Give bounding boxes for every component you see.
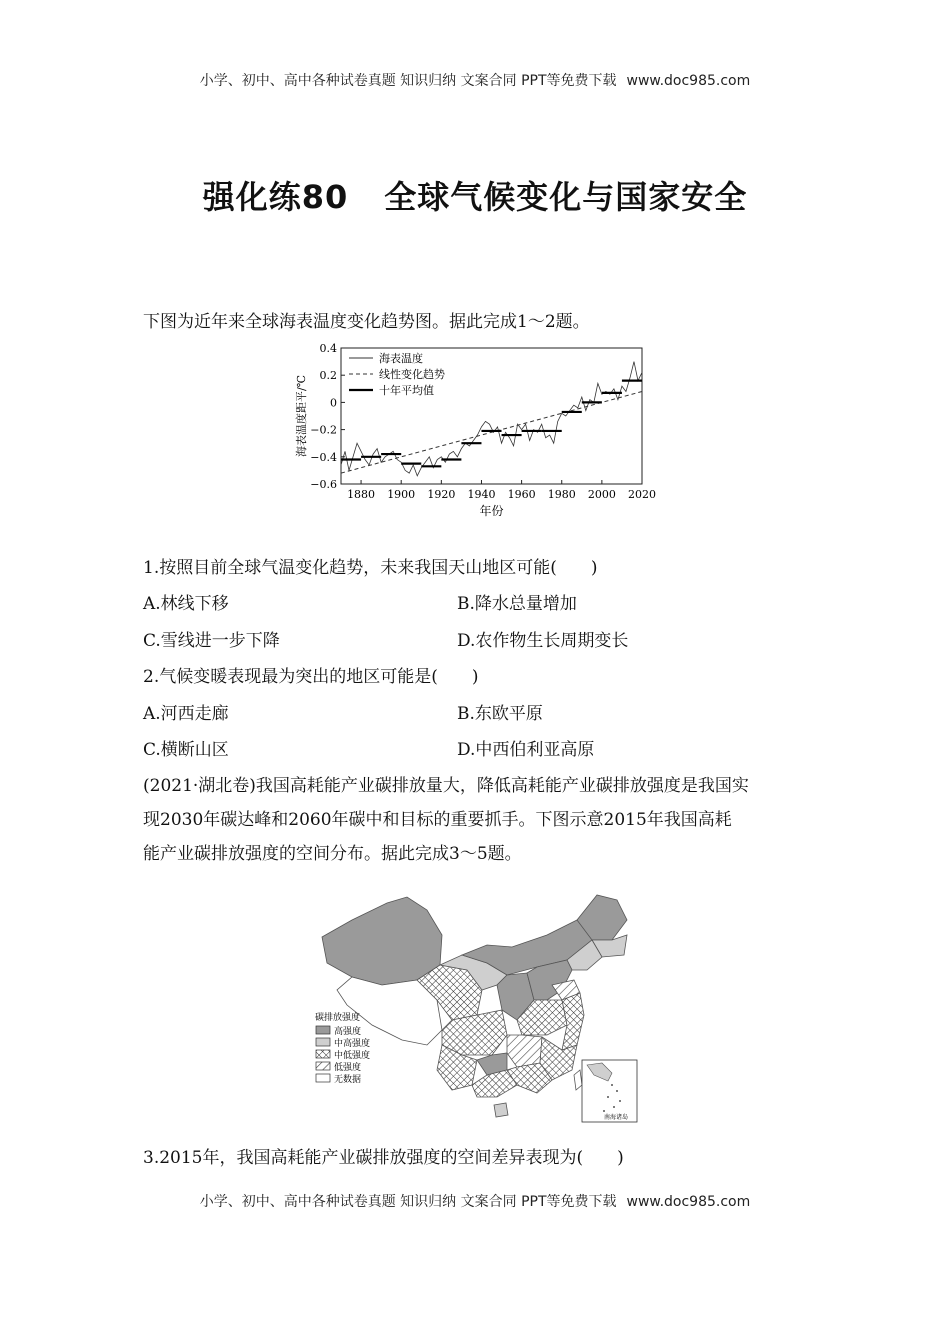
q3-stem: 3.2015年，我国高耗能产业碳排放强度的空间差异表现为( ) [143, 1148, 624, 1168]
footer-text: 小学、初中、高中各种试卷真题 知识归纳 文案合同 PPT等免费下载 [199, 1194, 617, 1210]
legend-swatch-mid-high [316, 1038, 330, 1046]
y-tick-label: 0 [330, 396, 337, 410]
x-tick-label: 2000 [587, 488, 616, 501]
map-legend-title: 碳排放强度 [315, 1013, 361, 1023]
legend-label: 线性变化趋势 [379, 368, 445, 381]
legend-label-none: 无数据 [334, 1075, 362, 1085]
y-tick-label: 0.2 [319, 369, 337, 383]
page-header [0, 70, 950, 90]
china-carbon-intensity-map [312, 885, 647, 1130]
header-site-link[interactable]: www.doc985.com [626, 73, 751, 89]
legend-label-mid-low: 中低强度 [334, 1051, 371, 1061]
title-part2: 全球气候变化与国家安全 [384, 178, 748, 216]
y-tick-label: 0.4 [319, 342, 337, 355]
legend-swatch-high [316, 1026, 330, 1034]
q1-option-b[interactable]: B.降水总量增加 [457, 594, 577, 614]
x-tick-label: 2020 [628, 488, 656, 501]
q2-stem: 2.气候变暖表现最为突出的地区可能是( ) [143, 667, 479, 687]
q2-option-c[interactable]: C.横断山区 [143, 740, 229, 760]
y-tick-label: −0.2 [310, 423, 337, 437]
footer-site-link[interactable]: www.doc985.com [626, 1194, 751, 1210]
intro-q1-2: 下图为近年来全球海表温度变化趋势图。据此完成1～2题。 [143, 312, 590, 332]
x-axis-label: 年份 [479, 504, 504, 518]
x-tick-label: 1980 [547, 488, 576, 501]
legend-label-low: 低强度 [334, 1063, 362, 1073]
q1-option-a[interactable]: A.林线下移 [143, 594, 229, 614]
region-hainan [494, 1103, 508, 1117]
legend-label: 十年平均值 [379, 384, 434, 397]
legend-swatch-low [316, 1062, 330, 1070]
south-china-sea-inset [582, 1060, 637, 1122]
x-tick-label: 1920 [427, 488, 456, 501]
legend-label: 海表温度 [379, 352, 423, 365]
x-tick-label: 1940 [467, 488, 496, 501]
trend-line [341, 392, 642, 474]
region-taiwan [574, 1070, 582, 1090]
map-legend [315, 1011, 370, 1085]
intro2-line3: 能产业碳排放强度的空间分布。据此完成3～5题。 [143, 844, 522, 864]
legend-label-high: 高强度 [334, 1027, 362, 1037]
sst-anomaly-chart [285, 338, 665, 523]
x-tick-label: 1960 [507, 488, 536, 501]
x-tick-label: 1880 [347, 488, 376, 501]
y-axis-label: 海表温度距平/℃ [295, 374, 308, 458]
title-part1: 强化练80 [202, 178, 349, 216]
intro2-line1: (2021·湖北卷)我国高耗能产业碳排放量大，降低高耗能产业碳排放强度是我国实 [143, 776, 749, 796]
region-hunan [507, 1035, 542, 1067]
inset-label: 南海诸岛 [604, 1114, 629, 1121]
q1-stem: 1.按照目前全球气温变化趋势，未来我国天山地区可能( ) [143, 558, 598, 578]
x-tick-label: 1900 [387, 488, 416, 501]
legend-swatch-none [316, 1074, 330, 1082]
header-text: 小学、初中、高中各种试卷真题 知识归纳 文案合同 PPT等免费下载 [199, 73, 617, 89]
legend-label-mid-high: 中高强度 [334, 1039, 371, 1049]
q1-option-c[interactable]: C.雪线进一步下降 [143, 631, 280, 651]
region-xinjiang [322, 897, 442, 985]
q2-option-d[interactable]: D.中西伯利亚高原 [457, 740, 595, 760]
intro-q3-5 [143, 769, 813, 871]
intro2-line2: 现2030年碳达峰和2060年碳中和目标的重要抓手。下图示意2015年我国高耗 [143, 810, 732, 830]
q1-option-d[interactable]: D.农作物生长周期变长 [457, 631, 629, 651]
y-tick-label: −0.6 [310, 478, 337, 491]
q2-option-b[interactable]: B.东欧平原 [457, 704, 543, 724]
q2-option-a[interactable]: A.河西走廊 [143, 704, 229, 724]
legend-swatch-mid-low [316, 1050, 330, 1058]
page-title [0, 172, 950, 218]
page-footer [0, 1191, 950, 1211]
y-tick-label: −0.4 [310, 450, 337, 464]
